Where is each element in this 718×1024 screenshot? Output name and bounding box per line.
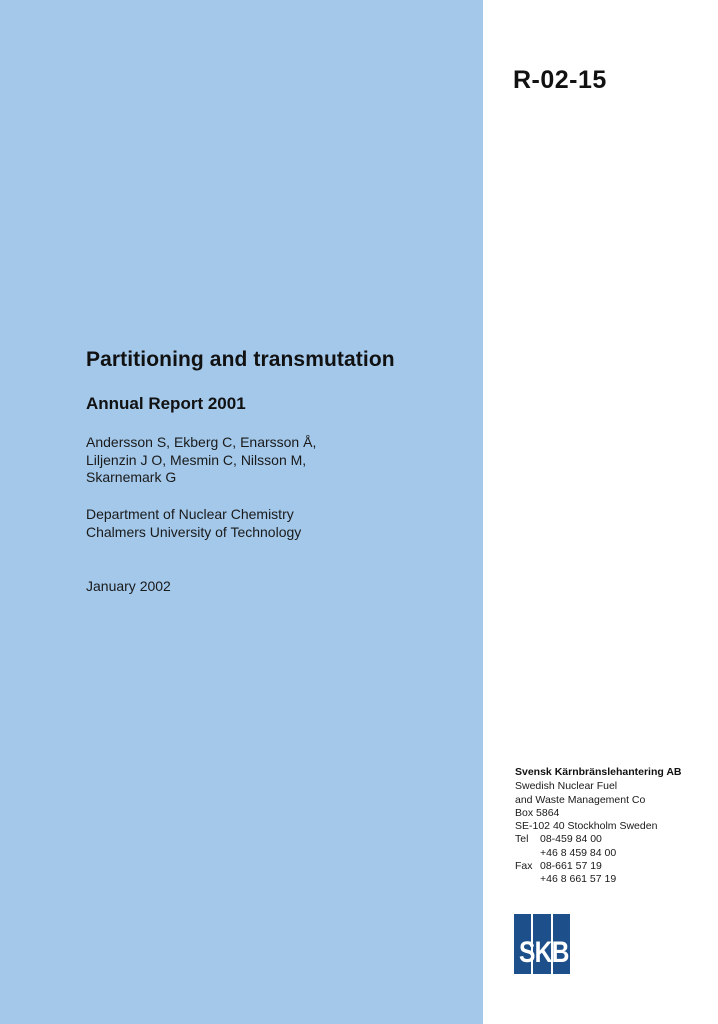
address-line: Swedish Nuclear Fuel bbox=[515, 780, 618, 793]
contact-row-tel bbox=[515, 833, 682, 846]
contact-label bbox=[515, 847, 540, 860]
contact-label: Fax bbox=[515, 860, 533, 873]
contact-row-tel-intl bbox=[515, 847, 682, 860]
contact-value: +46 8 459 84 00 bbox=[540, 846, 617, 859]
authors-line: Liljenzin J O, Mesmin C, Nilsson M, bbox=[86, 451, 307, 468]
report-subtitle: Annual Report 2001 bbox=[86, 394, 246, 413]
publisher-name: Svensk Kärnbränslehantering AB bbox=[515, 766, 682, 778]
authors-line: Andersson S, Ekberg C, Enarsson Å, bbox=[86, 434, 317, 450]
authors-line: Skarnemark G bbox=[86, 469, 177, 485]
address-line: Box 5864 bbox=[515, 806, 560, 819]
contact-value: 08-661 57 19 bbox=[540, 860, 602, 873]
report-title: Partitioning and transmutation bbox=[86, 348, 395, 371]
affiliation bbox=[86, 506, 301, 541]
publication-date: January 2002 bbox=[86, 578, 171, 594]
report-number: R-02-15 bbox=[513, 66, 607, 94]
publisher-info bbox=[515, 766, 682, 887]
contact-label bbox=[515, 873, 540, 886]
university: Chalmers University of Technology bbox=[86, 523, 302, 540]
contact-label: Tel bbox=[515, 833, 529, 846]
skb-logo-text: SKB bbox=[519, 936, 569, 969]
department: Department of Nuclear Chemistry bbox=[86, 506, 294, 522]
contact-row-fax-intl bbox=[515, 873, 682, 886]
contact-value: 08-459 84 00 bbox=[540, 833, 602, 846]
contact-row-fax bbox=[515, 860, 682, 873]
address-line: and Waste Management Co bbox=[515, 793, 646, 806]
authors-list bbox=[86, 434, 316, 487]
address-line: SE-102 40 Stockholm Sweden bbox=[515, 820, 658, 833]
contact-value: +46 8 661 57 19 bbox=[540, 873, 617, 886]
